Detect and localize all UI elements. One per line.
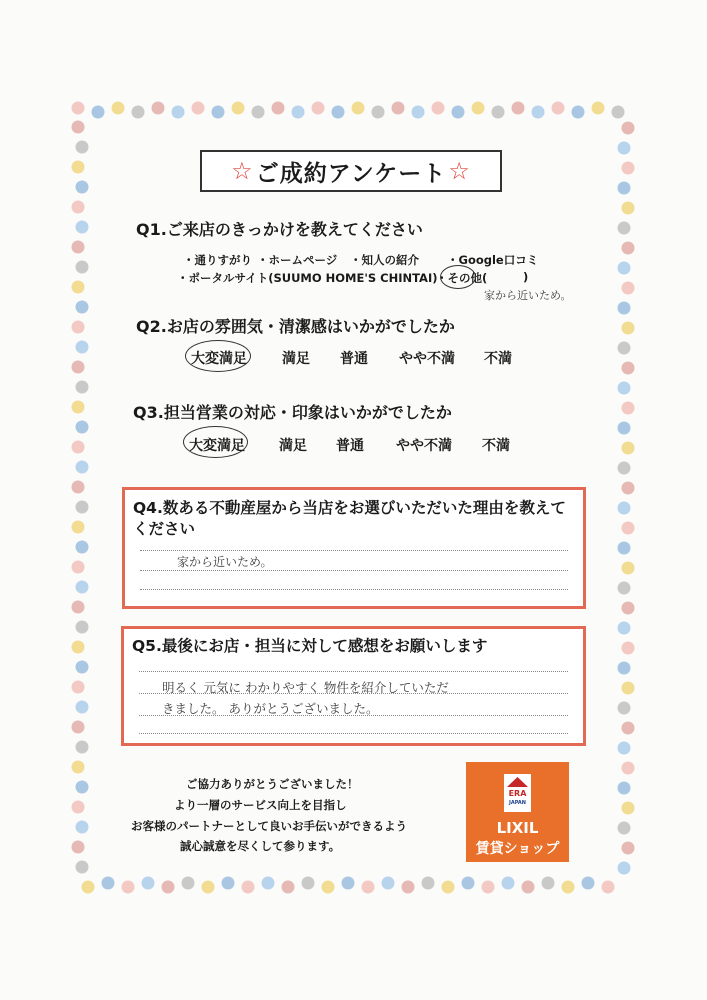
q3-title: Q3.担当営業の対応・印象はいかがでしたか: [133, 403, 452, 422]
q2-selection-circle: [185, 340, 251, 372]
border-dot: [592, 102, 605, 115]
border-dot: [76, 621, 89, 634]
q4-title-line2: ください: [133, 520, 196, 538]
border-dot: [102, 877, 115, 890]
border-dot: [552, 102, 565, 115]
border-dot: [618, 862, 631, 875]
border-dot: [572, 106, 585, 119]
border-dot: [618, 422, 631, 435]
border-dot: [618, 542, 631, 555]
border-dot: [242, 881, 255, 894]
border-dot: [202, 881, 215, 894]
border-dot: [72, 201, 85, 214]
border-dot: [622, 402, 635, 415]
border-dot: [622, 362, 635, 375]
q3-rating-satisfied[interactable]: 満足: [279, 438, 307, 454]
border-dot: [392, 102, 405, 115]
q4-answer-box: [122, 487, 586, 609]
star-icon: ☆: [231, 157, 254, 185]
border-dot: [622, 282, 635, 295]
border-dot: [618, 302, 631, 315]
border-dot: [76, 261, 89, 274]
border-dot: [562, 881, 575, 894]
border-dot: [72, 281, 85, 294]
q5-answer-line2: きました。 ありがとうございました。: [162, 701, 379, 716]
border-dot: [192, 102, 205, 115]
q2-rating-satisfied[interactable]: 満足: [282, 351, 310, 367]
border-dot: [152, 102, 165, 115]
q1-option-google-review[interactable]: ・Google口コミ: [447, 253, 539, 267]
border-dot: [618, 742, 631, 755]
q2-rating-dissatisfied[interactable]: 不満: [484, 351, 512, 367]
border-dot: [492, 106, 505, 119]
border-dot: [618, 462, 631, 475]
border-dot: [72, 841, 85, 854]
q4-answer-text: 家から近いため。: [177, 555, 273, 569]
border-dot: [76, 861, 89, 874]
border-dot: [362, 881, 375, 894]
border-dot: [282, 881, 295, 894]
border-dot: [302, 877, 315, 890]
q1-option-other[interactable]: ・その他(: [436, 271, 488, 285]
border-dot: [582, 877, 595, 890]
border-dot: [482, 881, 495, 894]
q3-rating-neutral[interactable]: 普通: [336, 438, 364, 454]
border-dot: [72, 102, 85, 115]
border-dot: [402, 881, 415, 894]
border-dot: [72, 361, 85, 374]
border-dot: [76, 541, 89, 554]
border-dot: [72, 401, 85, 414]
border-dot: [76, 341, 89, 354]
q2-rating-very-satisfied[interactable]: 大変満足: [191, 351, 247, 367]
q1-option-passing-by[interactable]: ・通りすがり: [183, 253, 252, 267]
border-dot: [412, 106, 425, 119]
border-dot: [76, 301, 89, 314]
survey-title: [200, 150, 502, 192]
q1-option-referral[interactable]: ・知人の紹介: [350, 253, 419, 267]
border-dot: [462, 877, 475, 890]
border-dot: [622, 722, 635, 735]
border-dot: [432, 102, 445, 115]
border-dot: [72, 321, 85, 334]
border-dot: [332, 106, 345, 119]
border-dot: [72, 241, 85, 254]
border-dot: [622, 322, 635, 335]
q1-option-portal-site[interactable]: ・ポータルサイト(SUUMO HOME'S CHINTAI): [177, 271, 438, 285]
border-dot: [622, 202, 635, 215]
border-dot: [612, 106, 625, 119]
border-dot: [72, 721, 85, 734]
border-dot: [352, 102, 365, 115]
border-dot: [222, 877, 235, 890]
border-dot: [532, 106, 545, 119]
border-dot: [622, 122, 635, 135]
q3-rating-very-satisfied[interactable]: 大変満足: [189, 438, 245, 454]
border-dot: [342, 877, 355, 890]
border-dot: [622, 762, 635, 775]
border-dot: [512, 102, 525, 115]
star-icon: ☆: [448, 157, 471, 185]
q5-title: Q5.最後にお店・担当に対して感想をお願いします: [132, 637, 488, 655]
border-dot: [76, 821, 89, 834]
lixil-chintai-logo: [466, 762, 569, 862]
border-dot: [262, 877, 275, 890]
border-dot: [452, 106, 465, 119]
border-dot: [72, 801, 85, 814]
survey-title-text: ご成約アンケート: [255, 160, 447, 187]
q5-answer-box: [121, 626, 586, 746]
q5-answer-line: [139, 671, 568, 672]
q1-title: Q1.ご来店のきっかけを教えてください: [136, 220, 423, 239]
border-dot: [618, 782, 631, 795]
border-dot: [502, 877, 515, 890]
border-dot: [72, 161, 85, 174]
q1-other-handwritten: 家から近いため。: [484, 289, 572, 302]
era-badge-sub: JAPAN: [509, 800, 526, 806]
border-dot: [112, 102, 125, 115]
border-dot: [618, 262, 631, 275]
border-dot: [618, 622, 631, 635]
logo-line1: LIXIL: [496, 819, 539, 837]
border-dot: [232, 102, 245, 115]
border-dot: [312, 102, 325, 115]
q3-rating-slightly-dissatisfied[interactable]: やや不満: [396, 438, 452, 454]
border-dot: [292, 106, 305, 119]
thanks-line4: 誠心誠意を尽くして参ります。: [180, 839, 341, 853]
border-dot: [618, 822, 631, 835]
border-dot: [162, 881, 175, 894]
q1-option-other-close: ): [523, 270, 529, 284]
border-dot: [382, 877, 395, 890]
border-dot: [76, 581, 89, 594]
border-dot: [522, 881, 535, 894]
border-dot: [618, 582, 631, 595]
border-dot: [618, 382, 631, 395]
border-dot: [622, 642, 635, 655]
border-dot: [442, 881, 455, 894]
border-dot: [76, 181, 89, 194]
border-dot: [622, 482, 635, 495]
q4-title-line1: Q4.数ある不動産屋から当店をお選びいただいた理由を教えて: [133, 499, 566, 517]
border-dot: [622, 802, 635, 815]
era-badge-text: ERA: [508, 789, 527, 798]
border-dot: [72, 641, 85, 654]
border-dot: [618, 702, 631, 715]
border-dot: [212, 106, 225, 119]
border-dot: [622, 842, 635, 855]
border-dot: [122, 881, 135, 894]
q5-answer-line: [139, 733, 568, 734]
border-dot: [542, 877, 555, 890]
border-dot: [72, 521, 85, 534]
border-dot: [132, 106, 145, 119]
border-dot: [76, 701, 89, 714]
border-dot: [172, 106, 185, 119]
border-dot: [602, 881, 615, 894]
thanks-line2: より一層のサービス向上を目指し: [174, 798, 347, 812]
border-dot: [72, 601, 85, 614]
border-dot: [72, 681, 85, 694]
border-dot: [322, 881, 335, 894]
border-dot: [618, 182, 631, 195]
border-dot: [76, 741, 89, 754]
border-dot: [618, 142, 631, 155]
border-dot: [72, 441, 85, 454]
border-dot: [618, 222, 631, 235]
border-dot: [618, 502, 631, 515]
border-dot: [272, 102, 285, 115]
q4-answer-line: [140, 550, 568, 551]
border-dot: [82, 881, 95, 894]
border-dot: [142, 877, 155, 890]
border-dot: [76, 421, 89, 434]
q4-answer-line: [140, 570, 568, 571]
thanks-line3: お客様のパートナーとして良いお手伝いができるよう: [131, 819, 407, 833]
border-dot: [622, 522, 635, 535]
q5-answer-line1: 明るく 元気に わかりやすく 物件を紹介していただ: [162, 680, 449, 695]
border-dot: [76, 381, 89, 394]
q2-rating-neutral[interactable]: 普通: [340, 351, 368, 367]
border-dot: [76, 141, 89, 154]
border-dot: [76, 221, 89, 234]
house-roof-icon: [507, 777, 528, 787]
border-dot: [72, 121, 85, 134]
border-dot: [622, 242, 635, 255]
border-dot: [76, 461, 89, 474]
border-dot: [622, 162, 635, 175]
q5-answer-line: [139, 715, 568, 716]
logo-line2: 賃貸ショップ: [475, 841, 560, 857]
q4-answer-line: [140, 589, 568, 590]
border-dot: [76, 781, 89, 794]
border-dot: [372, 106, 385, 119]
thanks-line1: ご協力ありがとうございました！: [186, 777, 359, 791]
border-dot: [622, 602, 635, 615]
q5-answer-line: [139, 693, 568, 694]
border-dot: [472, 102, 485, 115]
q3-rating-dissatisfied[interactable]: 不満: [482, 438, 510, 454]
era-badge: [504, 774, 531, 812]
border-dot: [622, 682, 635, 695]
q3-selection-circle: [183, 426, 248, 458]
border-dot: [76, 661, 89, 674]
q1-selection-circle: [440, 265, 476, 289]
border-dot: [72, 761, 85, 774]
border-dot: [76, 501, 89, 514]
border-dot: [252, 106, 265, 119]
border-dot: [422, 877, 435, 890]
q2-rating-slightly-dissatisfied[interactable]: やや不満: [399, 351, 455, 367]
q1-option-homepage[interactable]: ・ホームページ: [257, 253, 338, 267]
border-dot: [622, 562, 635, 575]
border-dot: [622, 442, 635, 455]
border-dot: [618, 662, 631, 675]
border-dot: [72, 481, 85, 494]
border-dot: [92, 106, 105, 119]
border-dot: [182, 877, 195, 890]
q2-title: Q2.お店の雰囲気・清潔感はいかがでしたか: [136, 317, 455, 336]
border-dot: [72, 561, 85, 574]
border-dot: [618, 342, 631, 355]
